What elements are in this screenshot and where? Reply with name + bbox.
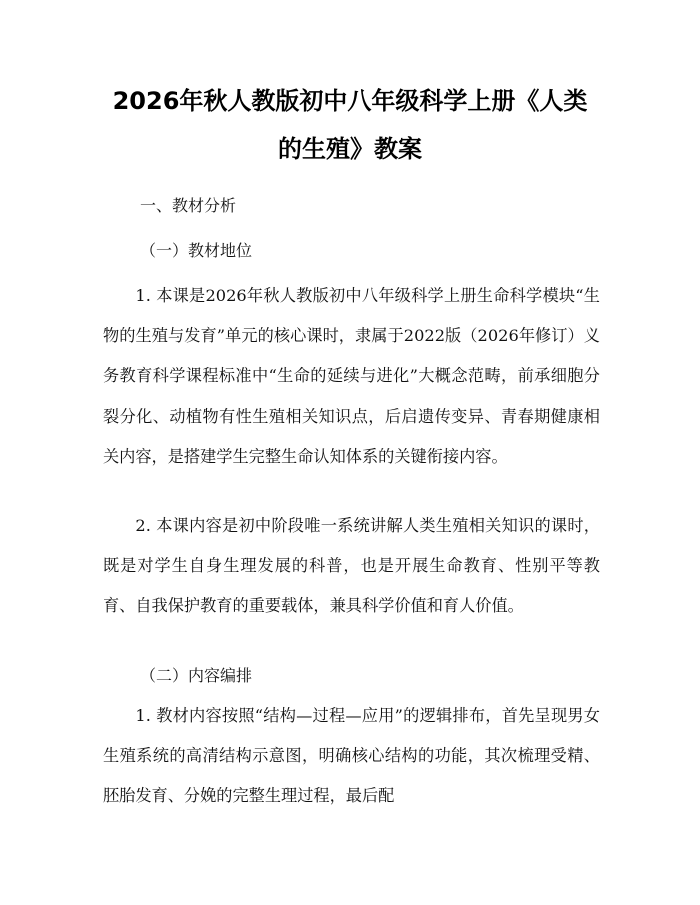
paragraph-1: 1. 本课是2026年秋人教版初中八年级科学上册生命科学模块“生物的生殖与发育”单元的核心课时，隶属于2022版（2026年修订）义务教育科学课程标准中“生命的延续与进化”大概念范畴，前承细胞分裂分化、动植物有性生殖相关知识点，后启遗传变异、青春期健康相关内容，是搭建学生完整生命认知体系的关键衔接内容。 xyxy=(103,286,600,466)
paragraph-2: 2. 本课内容是初中阶段唯一系统讲解人类生殖相关知识的课时，既是对学生自身生理发展的科普，也是开展生命教育、性别平等教育、自我保护教育的重要载体，兼具科学价值和育人价值。 xyxy=(103,516,600,616)
paragraph-3: 1. 教材内容按照“结构—过程—应用”的逻辑排布，首先呈现男女生殖系统的高清结构示意图，明确核心结构的功能，其次梳理受精、胚胎发育、分娩的完整生理过程，最后配 xyxy=(103,706,600,806)
document-title-line-1: 2026年秋人教版初中八年级科学上册《人类 xyxy=(112,87,588,115)
document-title-line-2: 的生殖》教案 xyxy=(278,135,422,163)
subsection-heading-material-position: （一）教材地位 xyxy=(140,241,253,260)
section-heading-teaching-material-analysis: 一、教材分析 xyxy=(140,196,237,215)
subsection-heading-content-arrangement: （二）内容编排 xyxy=(140,666,253,685)
